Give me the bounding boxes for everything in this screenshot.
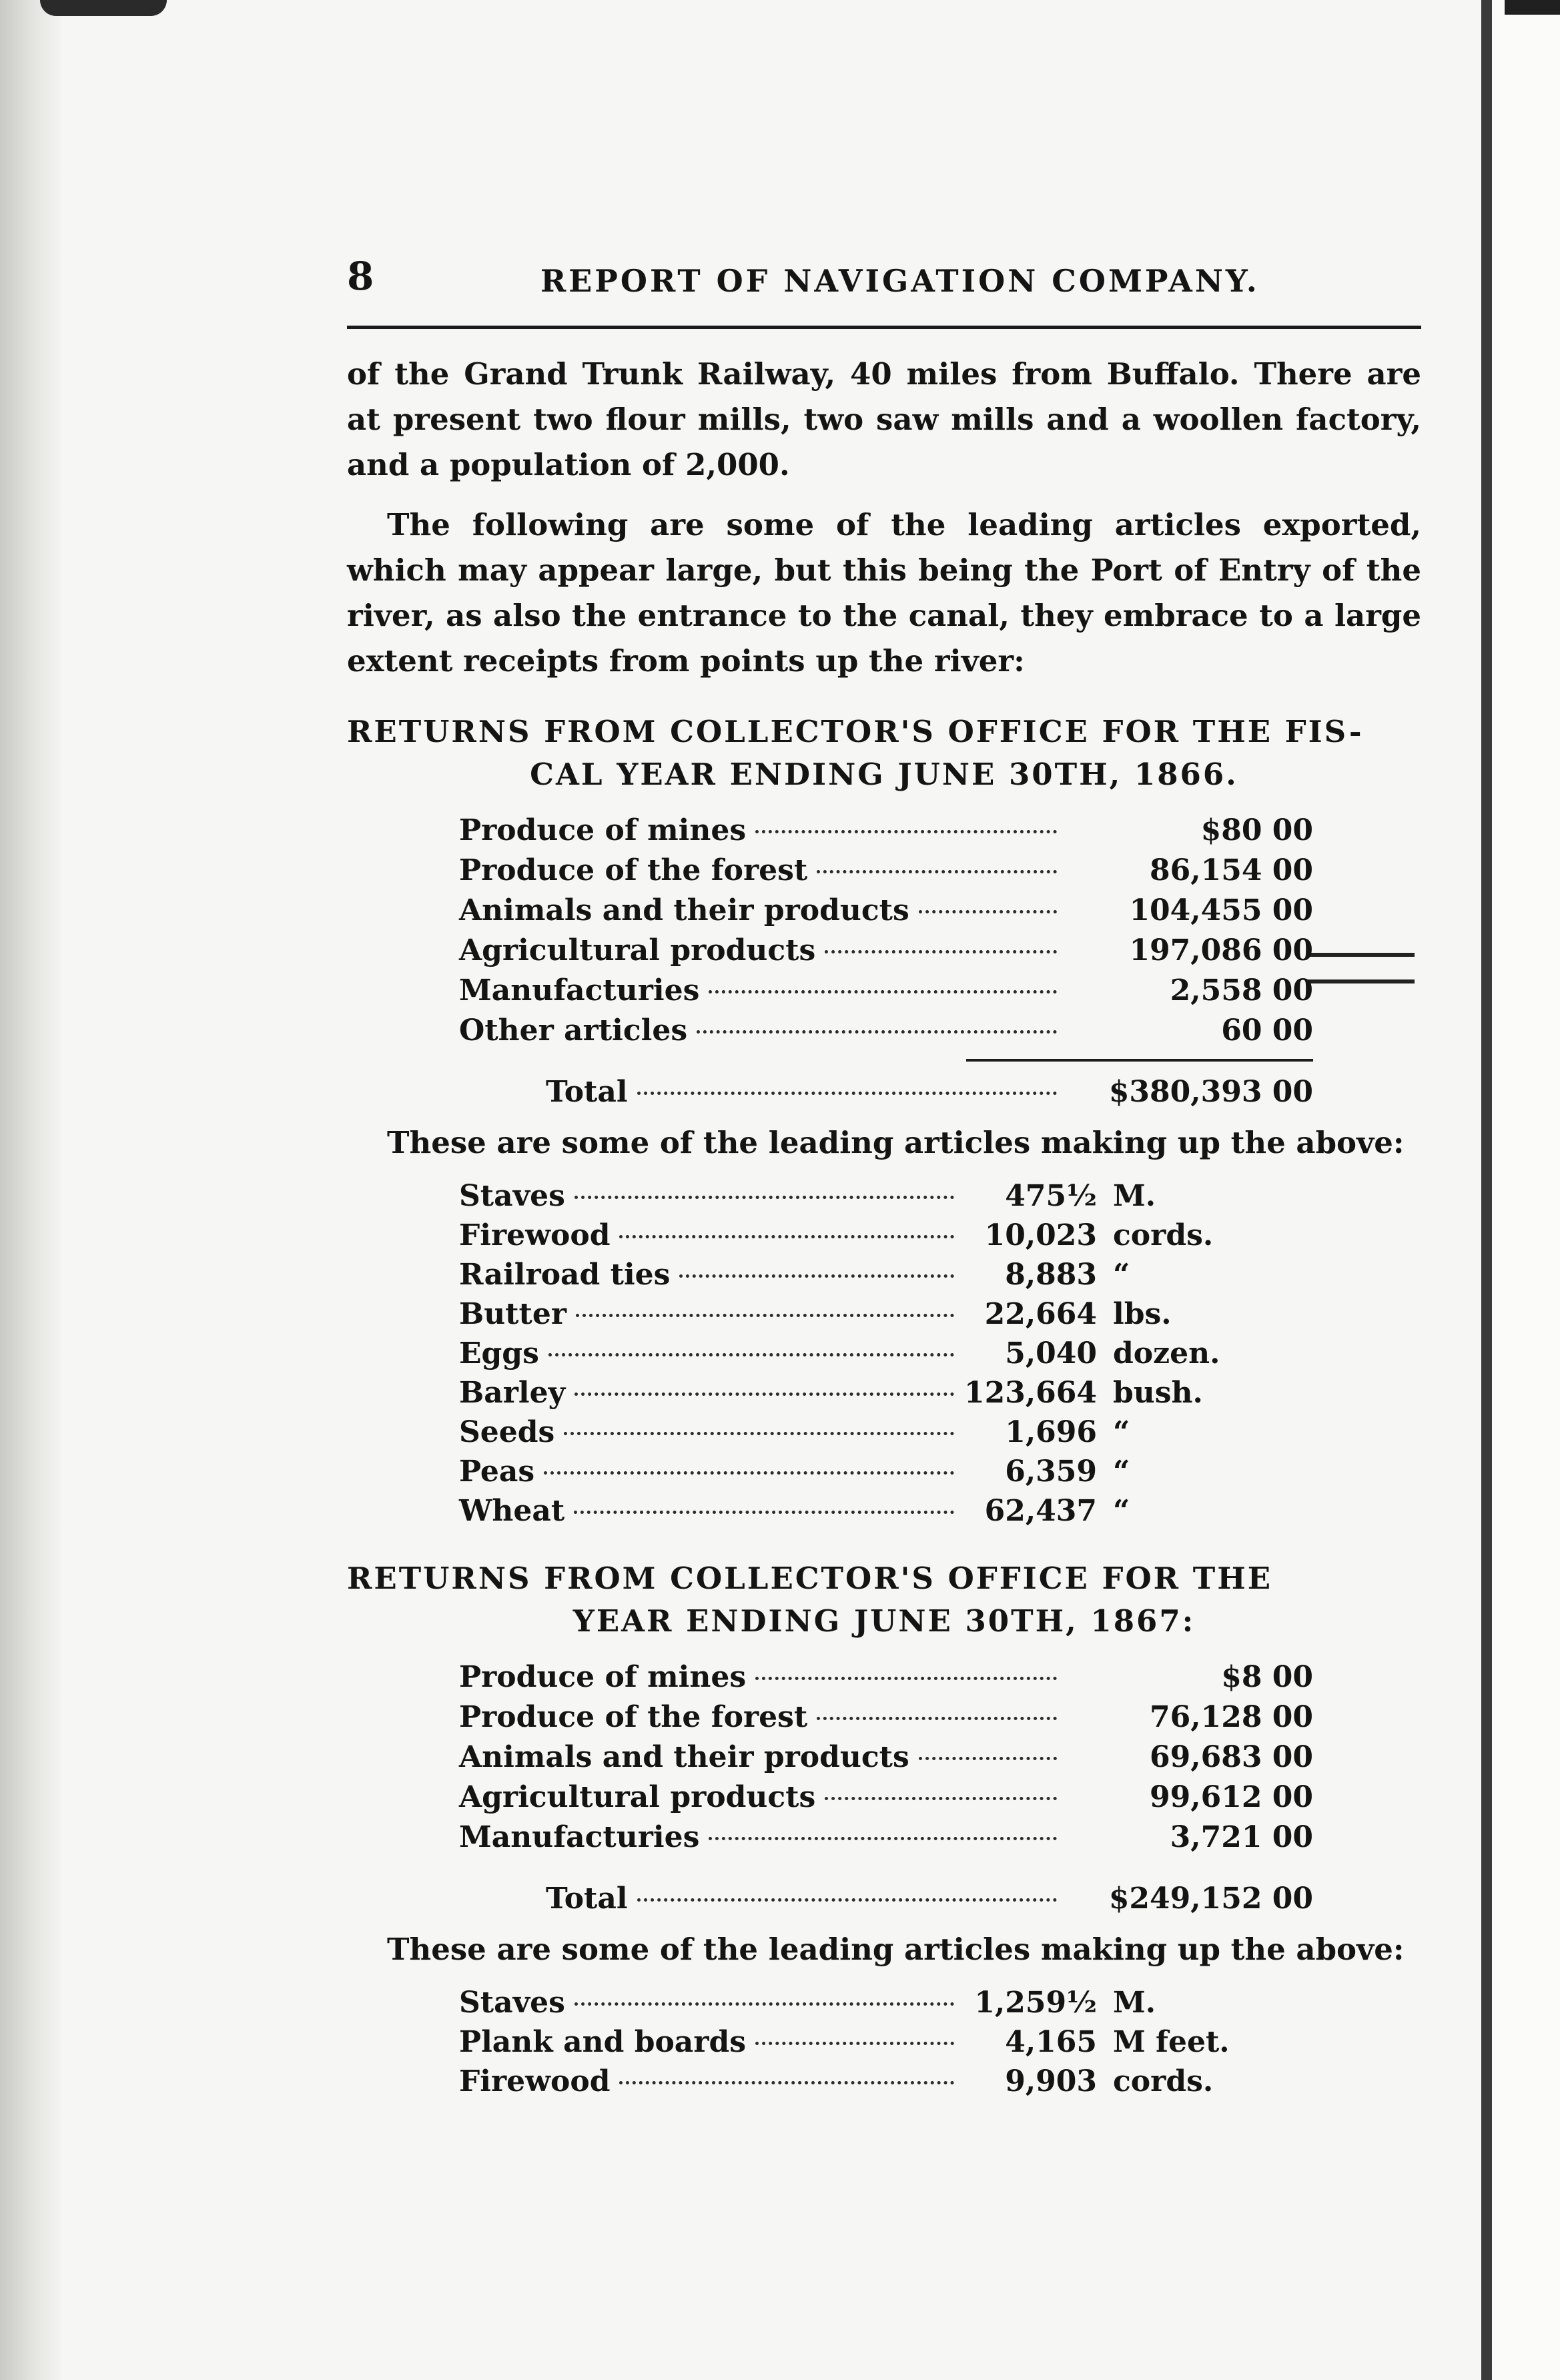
item-unit: cords. [1113,2064,1214,2098]
table-row [459,1777,1313,1818]
dot-leader [548,1353,954,1356]
dot-leader [679,1274,954,1278]
item-label: Firewood [459,1218,611,1252]
right-margin [1492,0,1560,2380]
item-label: Firewood [459,2064,611,2098]
section-heading-1867-line1: RETURNS FROM COLLECTOR'S OFFICE FOR THE [347,1561,1273,1596]
item-quantity: 5,040 [1005,1336,1097,1370]
list-item [459,1452,1260,1491]
list-item [459,1255,1260,1294]
table-row [459,1657,1313,1697]
total-label: Total [546,1075,628,1109]
item-quantity: 10,023 [984,1218,1097,1252]
item-label: Railroad ties [459,1258,671,1292]
row-value: 60 00 [1221,1014,1313,1048]
sum-rule [966,1866,1313,1868]
table-row [459,1697,1313,1737]
row-label: Animals and their products [459,893,909,927]
row-label: Agricultural products [459,933,816,967]
item-quantity: 9,903 [1005,2064,1097,2098]
table-row [459,931,1313,971]
item-quantity: 6,359 [1005,1455,1097,1489]
items-intro-1867: These are some of the leading articles making up the above: [387,1932,1405,1967]
header-rule [347,326,1421,329]
top-ink-blot [40,0,167,16]
item-label: Wheat [459,1494,565,1528]
row-value: 99,612 00 [1150,1780,1313,1814]
articles-list-1866 [459,1176,1260,1531]
dot-leader [574,1511,954,1514]
item-unit: “ [1113,1494,1130,1528]
item-quantity: 8,883 [1005,1258,1097,1292]
row-label: Produce of mines [459,1660,747,1694]
sum-rule [966,1059,1313,1062]
item-label: Plank and boards [459,2025,747,2059]
intro-paragraph: of the Grand Trunk Railway, 40 miles from Buffalo. There are at present two flour mills, two saw mills and a woollen factory, and a population of 2,000. [347,356,1421,482]
item-label: Peas [459,1455,535,1489]
row-label: Animals and their products [459,1740,909,1774]
table-row [459,891,1313,931]
row-value: $80 00 [1200,813,1313,847]
row-label: Manufacturies [459,973,700,1008]
dot-leader [817,1717,1057,1720]
table-row [459,1818,1313,1858]
item-label: Eggs [459,1336,539,1370]
item-unit: “ [1113,1455,1130,1489]
total-label: Total [546,1882,628,1916]
list-item [459,1491,1260,1531]
list-item [459,2022,1260,2062]
item-label: Butter [459,1297,567,1331]
dot-leader [574,1196,954,1199]
row-label: Agricultural products [459,1780,816,1814]
section-heading-1866-line2: CAL YEAR ENDING JUNE 30TH, 1866. [530,757,1238,792]
left-page-edge [0,0,61,2380]
returns-table-1867 [459,1657,1313,1919]
item-unit: bush. [1113,1376,1203,1410]
item-unit: cords. [1113,1218,1214,1252]
running-title: REPORT OF NAVIGATION COMPANY. [540,263,1260,299]
item-unit: lbs. [1113,1297,1172,1331]
row-value: 104,455 00 [1129,893,1313,927]
row-value: $8 00 [1221,1660,1313,1694]
dot-leader [637,1898,1057,1902]
item-label: Seeds [459,1415,555,1449]
row-label: Manufacturies [459,1820,700,1854]
table-row [459,811,1313,851]
row-value: 197,086 00 [1129,933,1313,967]
total-row [546,1879,1313,1919]
item-quantity: 1,696 [1005,1415,1097,1449]
dot-leader [544,1471,954,1475]
running-head [347,254,1421,314]
item-unit: “ [1113,1415,1130,1449]
item-label: Staves [459,1179,565,1213]
document-page [347,254,1421,2101]
dot-leader [709,990,1057,994]
list-item [459,1294,1260,1334]
page-number: 8 [347,254,374,299]
dot-leader [697,1030,1057,1034]
list-item [459,1373,1260,1413]
total-row [546,1072,1313,1112]
item-quantity: 1,259½ [974,1986,1097,2020]
dot-leader [919,910,1057,913]
dot-leader [564,1432,954,1435]
row-label: Produce of mines [459,813,747,847]
item-label: Barley [459,1376,566,1410]
total-value: $380,393 00 [1108,1075,1313,1109]
items-intro-1866: These are some of the leading articles making up the above: [387,1125,1405,1160]
item-unit: “ [1113,1258,1130,1292]
list-item [459,1413,1260,1452]
item-unit: M feet. [1113,2025,1230,2059]
item-quantity: 123,664 [963,1376,1097,1410]
right-page-edge-line [1481,0,1492,2380]
row-label: Produce of the forest [459,1700,808,1734]
list-item [459,1176,1260,1216]
item-label: Staves [459,1986,565,2020]
row-label: Other articles [459,1014,688,1048]
row-value: 2,558 00 [1170,973,1313,1008]
section-heading-1867-line2: YEAR ENDING JUNE 30TH, 1867: [572,1603,1196,1639]
dot-leader [574,2002,954,2006]
dot-leader [825,1797,1057,1800]
section-heading-1866-line1: RETURNS FROM COLLECTOR'S OFFICE FOR THE FIS- [347,714,1364,749]
dot-leader [755,830,1057,833]
table-row [459,1737,1313,1777]
list-item [459,1334,1260,1373]
row-label: Produce of the forest [459,853,808,887]
articles-list-1867 [459,1983,1260,2101]
dot-leader [919,1757,1057,1760]
right-top-mark [1505,0,1560,15]
row-value: 76,128 00 [1150,1700,1313,1734]
table-row [459,971,1313,1011]
item-quantity: 475½ [1005,1179,1097,1213]
dot-leader [817,870,1057,873]
dot-leader [637,1092,1057,1095]
dot-leader [825,950,1057,953]
item-quantity: 62,437 [984,1494,1097,1528]
item-unit: M. [1113,1179,1156,1213]
row-value: 69,683 00 [1150,1740,1313,1774]
dot-leader [755,1677,1057,1680]
total-value: $249,152 00 [1108,1882,1313,1916]
table-row [459,1011,1313,1051]
row-value: 86,154 00 [1150,853,1313,887]
item-quantity: 22,664 [984,1297,1097,1331]
row-value: 3,721 00 [1170,1820,1313,1854]
dot-leader [619,1235,954,1238]
dot-leader [709,1837,1057,1840]
exports-paragraph: The following are some of the leading articles exported, which may appear large, but this being the Port of Entry of the river, as also the entrance to the canal, they embrace to a large extent receipts from points up the river: [347,507,1421,679]
dot-leader [619,2081,954,2084]
section-heading-1867 [347,1557,1421,1643]
list-item [459,1216,1260,1255]
dot-leader [576,1314,954,1317]
list-item [459,2062,1260,2101]
returns-table-1866 [459,811,1313,1112]
section-heading-1866 [347,711,1421,796]
dot-leader [574,1393,954,1396]
item-quantity: 4,165 [1005,2025,1097,2059]
table-row [459,851,1313,891]
item-unit: M. [1113,1986,1156,2020]
item-unit: dozen. [1113,1336,1220,1370]
list-item [459,1983,1260,2022]
dot-leader [755,2042,954,2045]
